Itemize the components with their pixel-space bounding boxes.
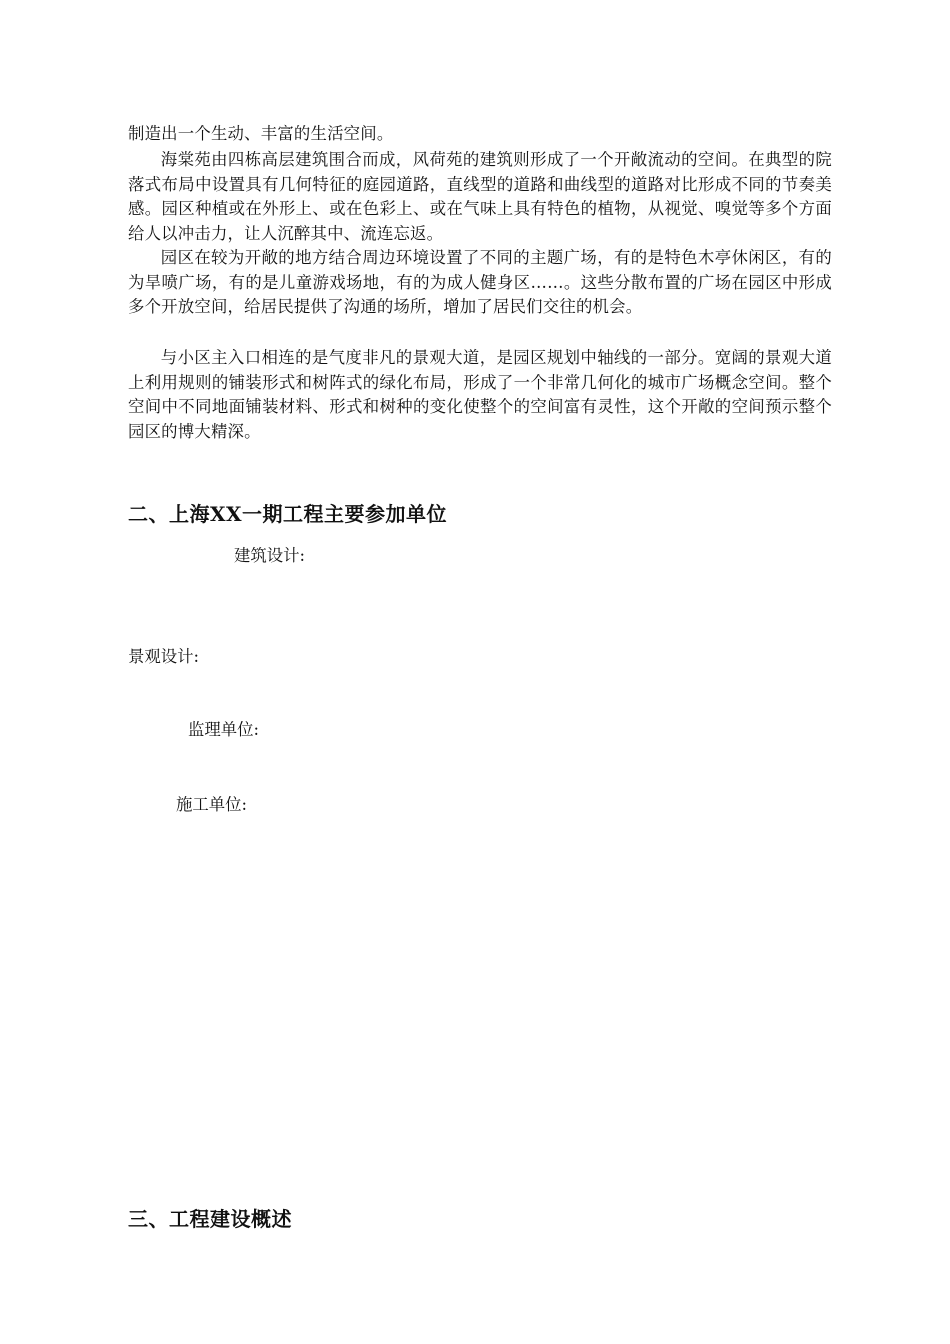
architecture-design-label: 建筑设计: <box>234 546 306 565</box>
paragraph-avenue: 与小区主入口相连的是气度非凡的景观大道，是园区规划中轴线的一部分。宽阔的景观大道上利用规则的铺装形式和树阵式的绿化布局，形成了一个非常几何化的城市广场概念空间。整个空间中不同地面铺装材料、形式和树种的变化使整个的空间富有灵性，这个开敞的空间预示整个园区的博大精深。 <box>128 348 832 441</box>
paragraph-plazas: 园区在较为开敞的地方结合周边环境设置了不同的主题广场，有的是特色木亭休闲区，有的为旱喷广场，有的是儿童游戏场地，有的为成人健身区……。这些分散布置的广场在园区中形成多个开放空间，给居民提供了沟通的场所，增加了居民们交往的机会。 <box>128 248 832 317</box>
landscape-design-label: 景观设计: <box>128 647 200 666</box>
paragraph-continuation: 制造出一个生动、丰富的生活空间。 <box>128 124 394 143</box>
section-3-heading: 三、工程建设概述 <box>128 1207 292 1231</box>
section-2-heading: 二、上海XX一期工程主要参加单位 <box>128 502 448 526</box>
paragraph-haitang: 海棠苑由四栋高层建筑围合而成，风荷苑的建筑则形成了一个开敞流动的空间。在典型的院落式布局中设置具有几何特征的庭园道路，直线型的道路和曲线型的道路对比形成不同的节奏美感。园区种植或在外形上、或在色彩上、或在气味上具有特色的植物，从视觉、嗅觉等多个方面给人以冲击力，让人沉醉其中、流连忘返。 <box>128 150 832 243</box>
construction-unit-label: 施工单位: <box>176 795 248 814</box>
supervision-unit-label: 监理单位: <box>188 720 260 739</box>
